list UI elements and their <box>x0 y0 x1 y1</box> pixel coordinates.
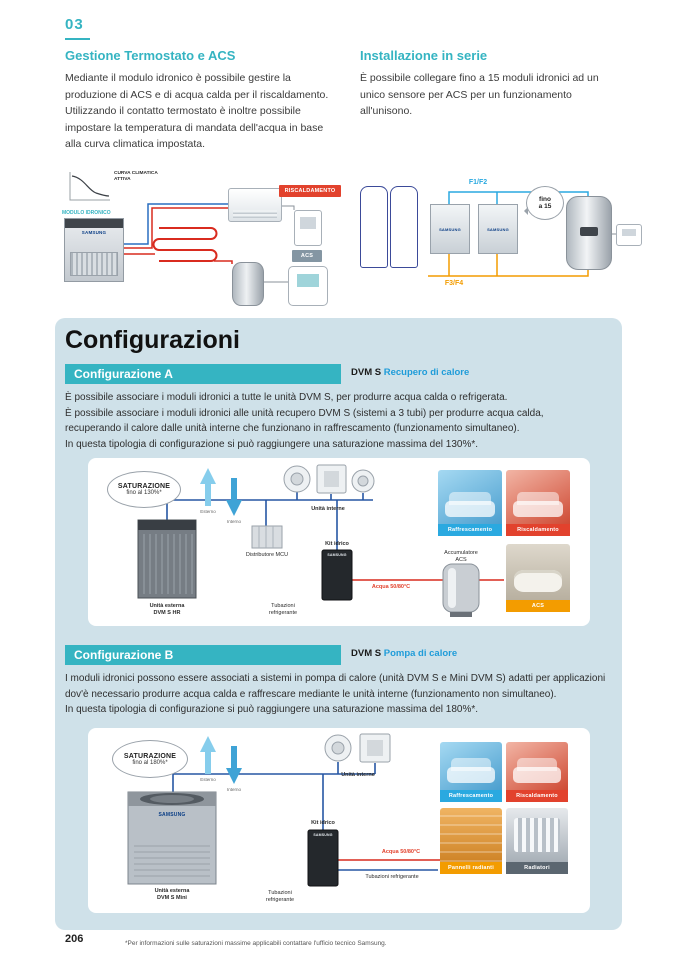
pipes-a-line2: refrigerante <box>268 610 298 617</box>
config-a-tag-model: DVM S <box>351 367 382 378</box>
configurations-title: Configurazioni <box>65 326 240 354</box>
hydro-tank-outline-1 <box>360 186 388 268</box>
config-a-line-1: È possibile associare i moduli idronici a tutte le unità DVM S, per produrre acqua calda o refrigerata. <box>65 392 508 403</box>
outdoor-label-a <box>128 603 206 617</box>
heating-photo-a <box>506 470 570 524</box>
floor-heating-coil <box>154 228 217 261</box>
wall-thermostat <box>294 210 322 246</box>
f1-f2-label: F1/F2 <box>468 179 488 186</box>
hydro-module-box-2 <box>478 204 518 254</box>
bubble-line2: a 15 <box>538 203 552 210</box>
samsung-logo: SAMSUNG <box>313 833 333 837</box>
radiant-panels-photo-b <box>440 808 502 862</box>
heating-badge-b: Riscaldamento <box>506 790 568 802</box>
hydro-module-grille <box>70 252 118 276</box>
hydro-tank-outline-2 <box>390 186 418 268</box>
outside-label-a: Esterno <box>200 509 216 514</box>
samsung-logo: SAMSUNG <box>487 226 509 232</box>
config-b-line-1: I moduli idronici possono essere associati a sistemi in pompa di calore (unità DVM S e Mini DVM S) adatti per applicazioni <box>65 673 606 684</box>
floor-planks-shape <box>440 808 502 862</box>
wired-controller-screen <box>297 274 320 287</box>
bathtub-shape <box>514 570 562 592</box>
fan-coil-vent <box>233 210 277 218</box>
samsung-logo: SAMSUNG <box>439 226 461 232</box>
refrigerant-pipes-right-label-b: Tubazioni refrigerante <box>365 874 419 880</box>
accumulator-line1: Accumulatore <box>444 550 478 556</box>
hydro-module-label: MODULO IDRONICO <box>62 210 111 216</box>
refrigerant-pipes-label-a <box>254 603 312 617</box>
config-b-bar <box>65 645 341 665</box>
climatic-curve-label-line2: ATTIVA <box>114 177 131 183</box>
hydro-module-unit <box>64 218 124 282</box>
indoor-units-label-a: Unità interne <box>311 506 345 512</box>
water-label-b: Acqua 50/80°C <box>381 849 421 855</box>
wired-controller <box>288 266 328 306</box>
config-a-tag <box>351 367 469 378</box>
acs-tank-display <box>580 227 598 236</box>
config-b-diagram <box>88 728 590 913</box>
series-diagram <box>358 172 640 302</box>
series-section-title: Installazione in serie <box>360 48 488 63</box>
samsung-logo: SAMSUNG <box>327 553 347 557</box>
climatic-curve-label-line1: CURVA CLIMATICA <box>114 171 158 176</box>
config-b-bar-label: Configurazione B <box>74 648 174 662</box>
cooling-photo-a <box>438 470 502 524</box>
sofa-shape <box>447 767 495 783</box>
acs-badge: ACS <box>292 250 322 262</box>
outdoor-b-line2: DVM S Mini <box>157 895 187 902</box>
config-a-line-4: In questa tipologia di configurazione si può raggiungere una saturazione massima del 130%*. <box>65 438 479 450</box>
bubble-line1: fino <box>539 195 551 203</box>
acs-photo-a <box>506 544 570 600</box>
config-a-bar-label: Configurazione A <box>74 367 173 381</box>
thermostat-section-body: Mediante il modulo idronico è possibile gestire la produzione di ACS e di acqua calda per il riscaldamento. Utilizzando il contatto termostato è inoltre possibile impostare la temperatura di mandata dell'acqua in base alla curva climatica impostata. <box>65 72 329 150</box>
sofa-shape <box>513 767 561 783</box>
config-a-line-2: È possibile associare i moduli idronici alle unità recupero DVM S (sistemi a 3 tubi) per produrre acqua calda, <box>65 407 544 419</box>
kit-label-b: Kit idrico <box>311 820 335 826</box>
heating-photo-b <box>506 742 568 790</box>
radiant-panels-badge-b: Pannelli radianti <box>440 862 502 874</box>
config-b-tag-model: DVM S <box>351 648 382 659</box>
config-a-diagram <box>88 458 590 626</box>
config-b-tag-type: Pompa di calore <box>383 648 458 659</box>
acs-badge-a: ACS <box>506 600 570 612</box>
heating-badge: RISCALDAMENTO <box>279 185 341 197</box>
hydro-module-top-panel <box>65 219 123 228</box>
configurations-panel <box>55 318 622 930</box>
samsung-logo: SAMSUNG <box>158 812 186 818</box>
section-number: 03 <box>65 16 90 40</box>
sofa-shape <box>513 501 563 517</box>
mcu-label-a: Distributore MCU <box>245 552 289 558</box>
footnote: *Per informazioni sulle saturazioni massime applicabili contattare l'ufficio tecnico Samsung. <box>125 940 387 947</box>
kit-label-a: Kit idrico <box>325 541 349 547</box>
saturation-title-b: SATURAZIONE <box>123 752 177 760</box>
radiator-fins-shape <box>514 818 560 852</box>
samsung-logo: SAMSUNG <box>81 230 107 235</box>
acs-sensor-controller <box>616 224 642 246</box>
climatic-curve-chart <box>70 172 110 200</box>
config-a-tag-type: Recupero di calore <box>383 367 470 378</box>
saturation-value-b: fino al 180%* <box>132 759 168 766</box>
outdoor-b-line1: Unità esterna <box>154 888 190 894</box>
f3-f4-label: F3/F4 <box>444 280 464 287</box>
fan-coil-unit <box>228 188 282 222</box>
water-label-a: Acqua 50/80°C <box>371 584 411 590</box>
config-b-tag <box>351 648 457 659</box>
saturation-value-a: fino al 130%* <box>126 490 162 496</box>
mcu-distributor-a <box>252 526 282 548</box>
saturation-title-a: SATURAZIONE <box>117 483 171 490</box>
cooling-badge-a: Raffrescamento <box>438 524 502 536</box>
saturation-badge-a <box>107 471 181 508</box>
cooling-photo-b <box>440 742 502 790</box>
sofa-shape <box>445 501 495 517</box>
thermostat-section-title: Gestione Termostato e ACS <box>65 48 236 63</box>
cooling-badge-b: Raffrescamento <box>440 790 502 802</box>
inside-label-b: Interno <box>226 787 241 792</box>
acs-accumulator-tank-a <box>443 564 479 617</box>
series-section-body: È possibile collegare fino a 15 moduli idronici ad un unico sensore per ACS per un funzionamento all'unisono. <box>360 72 599 117</box>
config-b-line-2: dov'è necessario produrre acqua calda e raffrescare mediante le unità interne (funzionamento non simultaneo). <box>65 688 557 700</box>
pipes-b-line2: refrigerante <box>265 897 295 904</box>
hydro-kit-a <box>322 550 352 600</box>
config-a-description <box>65 390 544 452</box>
outside-label-b: Esterno <box>200 777 216 782</box>
fino-a-15-bubble <box>526 186 564 220</box>
outdoor-unit-a <box>138 520 196 598</box>
climatic-curve-label <box>114 171 194 183</box>
hydro-kit-b <box>308 830 338 886</box>
dhw-tank <box>232 262 264 306</box>
wall-thermostat-screen <box>300 217 316 229</box>
outdoor-a-line1: Unità esterna <box>149 603 185 609</box>
outdoor-a-line2: DVM S HR <box>153 610 181 617</box>
pipes-b-line1: Tubazioni <box>268 890 292 896</box>
hydro-module-box-1 <box>430 204 470 254</box>
page-number: 206 <box>65 933 84 945</box>
config-b-description <box>65 671 605 718</box>
heating-badge-a: Riscaldamento <box>506 524 570 536</box>
accumulator-line2: ACS <box>455 557 467 564</box>
indoor-units-b <box>325 734 390 762</box>
outdoor-unit-b <box>128 792 216 884</box>
thermostat-diagram <box>62 166 348 308</box>
config-a-line-3: recuperando il calore dalle unità interne che funzionano in raffrescamento (funzionamento simultaneo). <box>65 423 520 434</box>
acs-storage-tank <box>566 196 612 270</box>
outdoor-label-b <box>128 888 216 902</box>
saturation-badge-b <box>112 740 188 778</box>
indoor-units-label-b: Unità interne <box>341 772 375 778</box>
radiators-photo-b <box>506 808 568 862</box>
pipes-a-line1: Tubazioni <box>271 603 295 609</box>
refrigerant-pipes-label-b <box>248 890 312 904</box>
acs-sensor-screen <box>622 229 636 236</box>
radiators-badge-b: Radiatori <box>506 862 568 874</box>
inside-label-a: Interno <box>226 519 241 524</box>
config-a-bar <box>65 364 341 384</box>
config-b-line-3: In questa tipologia di configurazione si può raggiungere una saturazione massima del 180%*. <box>65 704 479 715</box>
accumulator-label-a <box>426 550 496 564</box>
indoor-units-a <box>284 465 374 493</box>
